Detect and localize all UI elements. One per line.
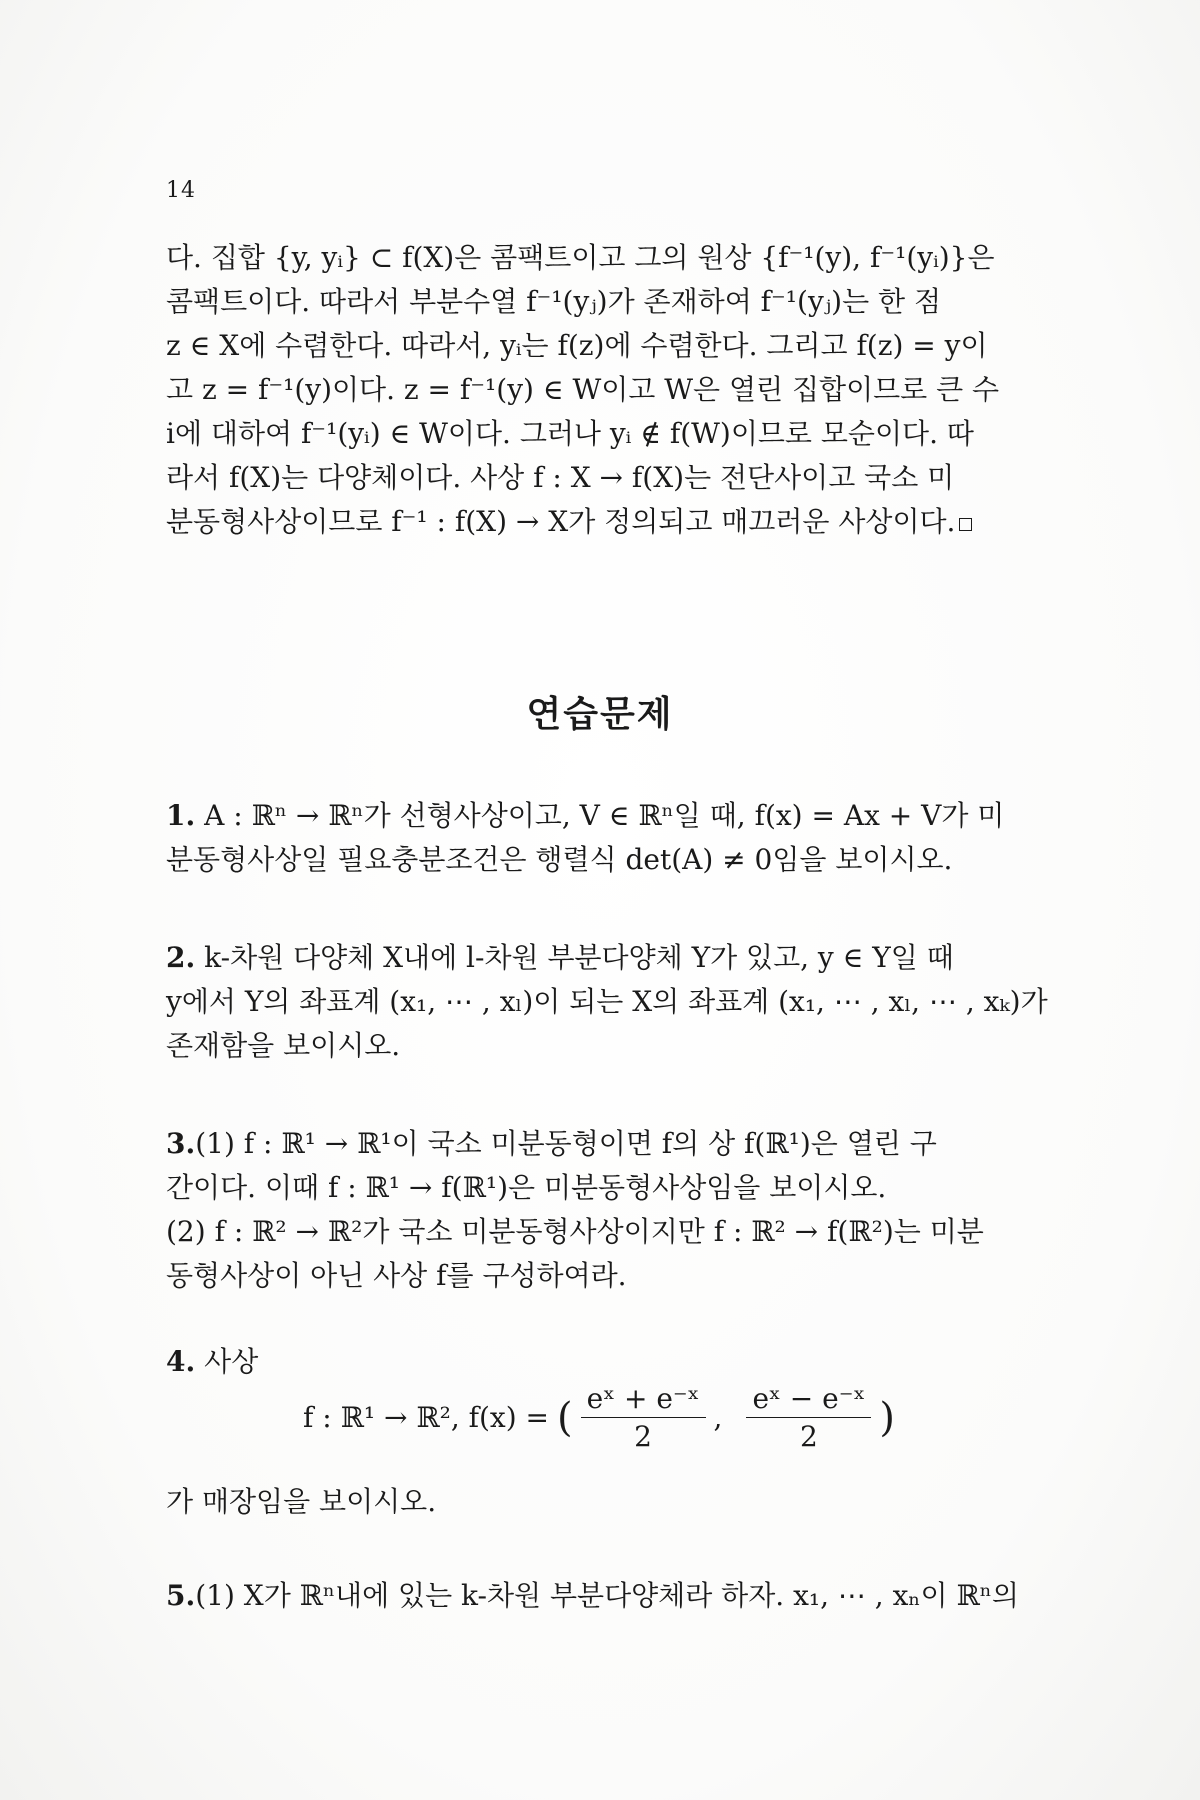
exercise-3-line: 간이다. 이때 f : ℝ¹ → f(ℝ¹)은 미분동형사상임을 보이시오. [166, 1171, 887, 1204]
exercise-4-intro [166, 1340, 1074, 1384]
proof-line: i에 대하여 f⁻¹(yᵢ) ∈ W이다. 그러나 yᵢ ∉ f(W)이므로 모순이다. 따 [166, 417, 974, 450]
proof-line: 다. 집합 {y, yᵢ} ⊂ f(X)은 콤팩트이고 그의 원상 {f⁻¹(y), f⁻¹(yᵢ)}은 [166, 241, 995, 274]
proof-paragraph [166, 236, 1074, 544]
exercise-5 [166, 1574, 1074, 1618]
exercise-2-line [166, 936, 1074, 980]
exercise-number: 1. [166, 799, 196, 832]
fraction-numerator: eˣ − e⁻ˣ [746, 1382, 871, 1418]
exercise-number: 4. [166, 1345, 196, 1378]
exercise-number: 2. [166, 941, 196, 974]
proof-line-text: 분동형사상이므로 f⁻¹ : f(X) → X가 정의되고 매끄러운 사상이다. [166, 505, 956, 538]
fraction-denominator: 2 [634, 1420, 652, 1453]
exercise-3-line: 동형사상이 아닌 사상 f를 구성하여라. [166, 1259, 627, 1292]
formula-comma: , [713, 1401, 723, 1434]
proof-line: 콤팩트이다. 따라서 부분수열 f⁻¹(yⱼ)가 존재하여 f⁻¹(yⱼ)는 한 점 [166, 285, 942, 318]
proof-line: z ∈ X에 수렴한다. 따라서, yᵢ는 f(z)에 수렴한다. 그리고 f(z) = y이 [166, 329, 988, 362]
page-number: 14 [166, 178, 196, 203]
exercise-3 [166, 1122, 1074, 1298]
exercise-4-line [166, 1340, 1074, 1384]
exercise-4-line: 가 매장임을 보이시오. [166, 1485, 437, 1518]
exercise-1 [166, 794, 1074, 882]
formula-open-paren: ( [557, 1394, 573, 1441]
exercise-text: A : ℝⁿ → ℝⁿ가 선형사상이고, V ∈ ℝⁿ일 때, f(x) = Ax + V가 미 [204, 799, 1005, 832]
exercise-5-line [166, 1574, 1074, 1618]
exercise-3-line: (2) f : ℝ² → ℝ²가 국소 미분동형사상이지만 f : ℝ² → f(ℝ²)는 미분 [166, 1215, 984, 1248]
exercise-text: k-차원 다양체 X내에 l-차원 부분다양체 Y가 있고, y ∈ Y일 때 [204, 941, 954, 974]
exercise-1-line: 분동형사상일 필요충분조건은 행렬식 det(A) ≠ 0임을 보이시오. [166, 843, 953, 876]
exercise-number: 3. [166, 1127, 196, 1160]
formula-lhs: f : ℝ¹ → ℝ², f(x) = [303, 1401, 550, 1434]
fraction-denominator: 2 [800, 1420, 818, 1453]
exercise-number: 5. [166, 1579, 196, 1612]
proof-line: 라서 f(X)는 다양체이다. 사상 f : X → f(X)는 전단사이고 국소 미 [166, 461, 955, 494]
qed-box-icon [959, 518, 972, 531]
exercise-intro-text: 사상 [204, 1345, 259, 1378]
exercise-4-formula [0, 1382, 1200, 1453]
proof-line: 고 z = f⁻¹(y)이다. z = f⁻¹(y) ∈ W이고 W은 열린 집합이므로 큰 수 [166, 373, 1000, 406]
formula-fraction-sinh [746, 1382, 871, 1453]
exercise-text: (1) X가 ℝⁿ내에 있는 k-차원 부분다양체라 하자. x₁, ⋯ , xₙ이 ℝⁿ의 [195, 1579, 1019, 1612]
exercise-4-outro [166, 1480, 1074, 1524]
exercise-2 [166, 936, 1074, 1068]
formula-close-paren: ) [879, 1394, 895, 1441]
exercise-3-line [166, 1122, 1074, 1166]
exercise-2-line: y에서 Y의 좌표계 (x₁, ⋯ , xₗ)이 되는 X의 좌표계 (x₁, ⋯ , xₗ, ⋯ , xₖ)가 [166, 985, 1048, 1018]
section-title: 연습문제 [526, 693, 674, 735]
exercise-1-line [166, 794, 1074, 838]
exercise-2-line: 존재함을 보이시오. [166, 1029, 401, 1062]
formula-fraction-cosh [581, 1382, 706, 1453]
fraction-numerator: eˣ + e⁻ˣ [581, 1382, 706, 1418]
exercise-text: (1) f : ℝ¹ → ℝ¹이 국소 미분동형이면 f의 상 f(ℝ¹)은 열린 구 [195, 1127, 937, 1160]
proof-line-last [166, 500, 1074, 544]
